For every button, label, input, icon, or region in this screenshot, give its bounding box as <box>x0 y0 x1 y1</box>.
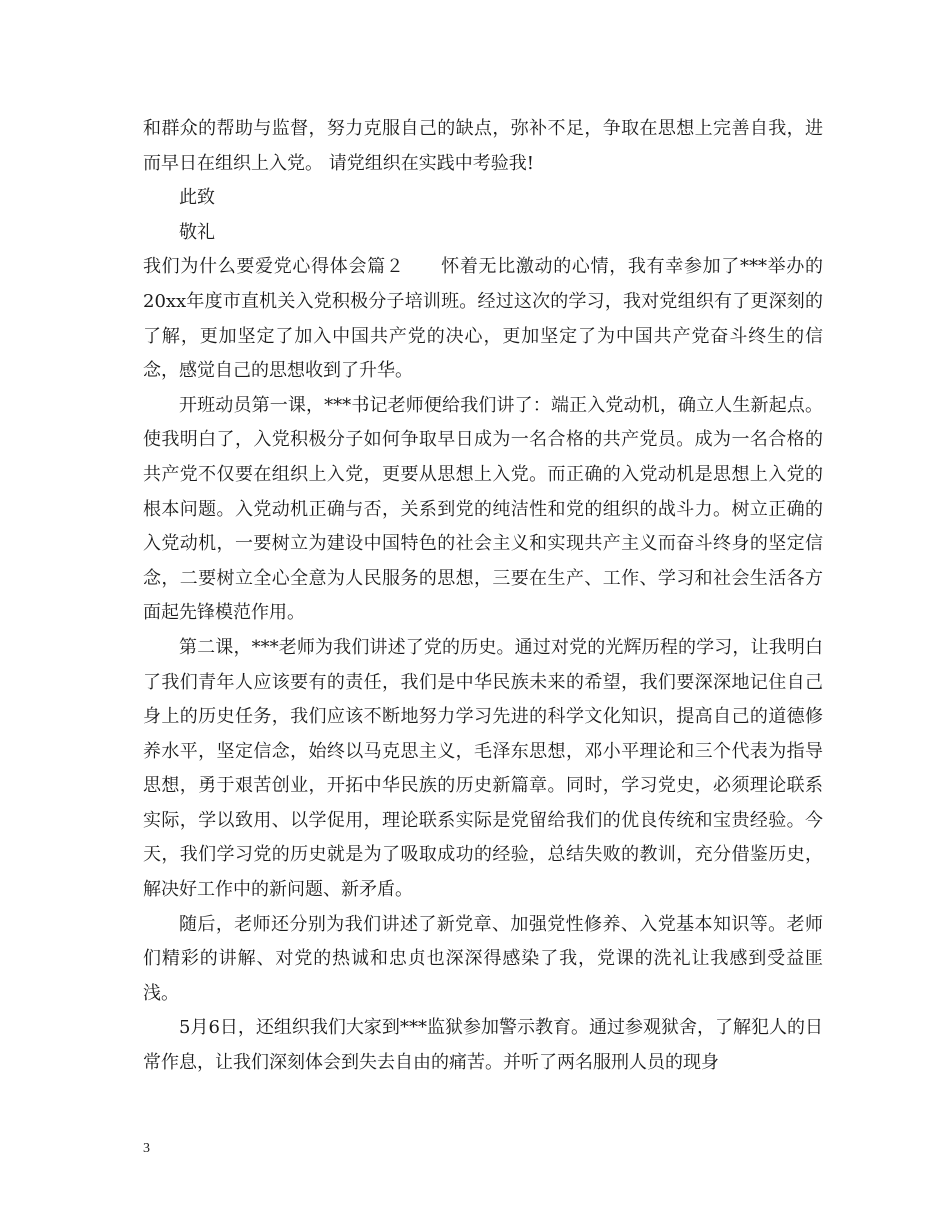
paragraph-afterwards: 随后，老师还分别为我们讲述了新党章、加强党性修养、入党基本知识等。老师们精彩的讲解、对党的热诚和忠贞也深深得感染了我，党课的洗礼让我感到受益匪浅。 <box>143 913 823 1004</box>
paragraph-continued: 和群众的帮助与监督，努力克服自己的缺点，弥补不足，争取在思想上完善自我，进而早日在组织上入党。 请党组织在实践中考验我! <box>143 118 823 174</box>
paragraph-second-lesson: 第二课，***老师为我们讲述了党的历史。通过对党的光辉历程的学习，让我明白了我们青年人应该要有的责任，我们是中华民族未来的希望，我们要深深地记住自己身上的历史任务，我们应该不断地努力学习先进的科学文化知识，提高自己的道德修养水平，坚定信念，始终以马克思主义，毛泽东思想，邓小平理论和三个代表为指导思想，勇于艰苦创业，开拓中华民族的历史新篇章。同时，学习党史，必须理论联系实际，学以致用、以学促用，理论联系实际是党留给我们的优良传统和宝贵经验。今天，我们学习党的历史就是为了吸取成功的经验，总结失败的教训，充分借鉴历史，解决好工作中的新问题、新矛盾。 <box>143 636 823 901</box>
article-intro-text: 怀着无比激动的心情，我有幸参加了***举办的20xx年度市直机关入党积极分子培训班。经过这次的学习，我对党组织有了更深刻的了解，更加坚定了加入中国共产党的决心，更加坚定了为中国共产党奋斗终生的信念，感觉自己的思想收到了升华。 <box>143 256 824 382</box>
article-heading: 我们为什么要爱党心得体会篇２ <box>143 256 405 278</box>
paragraph-article-2 <box>143 250 823 388</box>
paragraph-jingli: 敬礼 <box>179 221 215 243</box>
page-number: 3 <box>143 1141 150 1156</box>
paragraph-first-lesson: 开班动员第一课，***书记老师便给我们讲了：端正入党动机，确立人生新起点。使我明白了，入党积极分子如何争取早日成为一名合格的共产党员。成为一名合格的共产党不仅要在组织上入党，更要从思想上入党。而正确的入党动机是思想上入党的根本问题。入党动机正确与否，关系到党的纯洁性和党的组织的战斗力。树立正确的入党动机，一要树立为建设中国特色的社会主义和实现共产主义而奋斗终身的坚定信念，二要树立全心全意为人民服务的思想，三要在生产、工作、学习和社会生活各方面起先锋模范作用。 <box>143 394 823 624</box>
paragraph-cizhi: 此致 <box>179 187 215 209</box>
document-body <box>143 112 823 1081</box>
paragraph-may6: 5月6日，还组织我们大家到***监狱参加警示教育。通过参观狱舍，了解犯人的日常作息，让我们深刻体会到失去自由的痛苦。并听了两名服刑人员的现身 <box>143 1017 823 1074</box>
